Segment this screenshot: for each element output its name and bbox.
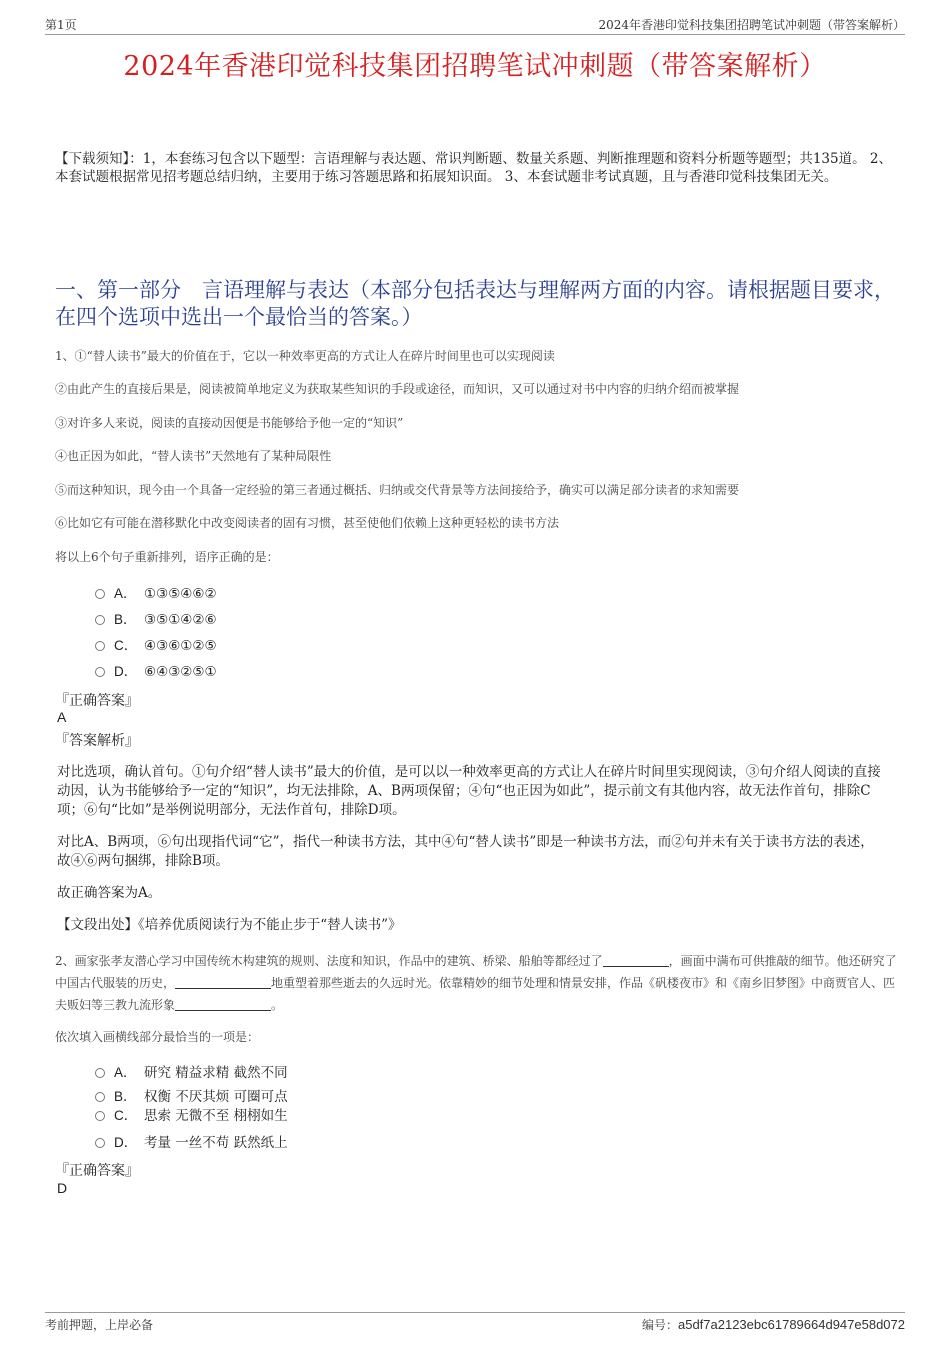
q1-option-b[interactable]: B． ③⑤①④②⑥	[95, 610, 217, 630]
q1-option-d[interactable]: D． ⑥④③②⑤①	[95, 662, 217, 682]
q2-option-d[interactable]: D． 考量 一丝不苟 跃然纸上	[95, 1133, 288, 1153]
q2-option-c[interactable]: C． 思索 无微不至 栩栩如生	[95, 1106, 288, 1126]
q1-answer: A	[57, 709, 67, 725]
q1-option-a[interactable]: A． ①③⑤④⑥②	[95, 584, 217, 604]
q1-prompt: 将以上6个句子重新排列，语序正确的是：	[55, 550, 279, 564]
blank-3	[175, 996, 271, 1011]
page-footer	[45, 1312, 905, 1337]
radio-icon[interactable]	[95, 1068, 105, 1078]
q2-option-a[interactable]: A． 研究 精益求精 截然不同	[95, 1063, 288, 1083]
q1-option-c[interactable]: C． ④③⑥①②⑤	[95, 636, 217, 656]
radio-icon[interactable]	[95, 667, 105, 677]
footer-code: 编号：a5df7a2123ebc61789664d947e58d072	[641, 1317, 905, 1332]
q1-sentence-1: 1、①“替人读书”最大的价值在于，它以一种效率更高的方式让人在碎片时间里也可以实现阅读	[55, 349, 555, 363]
blank-2	[175, 974, 271, 989]
radio-icon[interactable]	[95, 1092, 105, 1102]
q1-analysis-para-1: 对比选项，确认首句。①句介绍“替人读书”最大的价值，是可以以一种效率更高的方式让人在碎片时间里实现阅读，③句介绍人阅读的直接动因，认为书能够给予一定的“知识”，均无法排除，A、B两项保留；④句“也正因为如此”，提示前文有其他内容，故无法作首句，排除C项；⑥句“比如”是举例说明部分，无法作首句，排除D项。	[57, 764, 881, 818]
radio-icon[interactable]	[95, 615, 105, 625]
q1-answer-tag: 『正确答案』	[55, 693, 139, 709]
q1-source: 【文段出处】《培养优质阅读行为不能止步于“替人读书”》	[57, 917, 402, 933]
q1-analysis-para-2: 对比A、B两项，⑥句出现指代词“它”，指代一种读书方法，其中④句“替人读书”即是一种读书方法，而②句并未有关于读书方法的表述，故④⑥两句捆绑，排除B项。	[57, 834, 874, 869]
q1-sentence-6: ⑥比如它有可能在潜移默化中改变阅读者的固有习惯，甚至使他们依赖上这种更轻松的读书方法	[55, 516, 560, 530]
q1-analysis-para-3: 故正确答案为A。	[57, 885, 162, 901]
q2-answer: D	[57, 1180, 68, 1196]
q2-answer-tag: 『正确答案』	[55, 1163, 139, 1179]
page-number: 第1页	[45, 18, 77, 32]
footer-slogan: 考前押题，上岸必备	[45, 1318, 154, 1332]
page-header	[45, 14, 905, 35]
radio-icon[interactable]	[95, 1138, 105, 1148]
blank-1	[603, 952, 669, 967]
radio-icon[interactable]	[95, 1111, 105, 1121]
q1-sentence-4: ④也正因为如此，“替人读书”天然地有了某种局限性	[55, 449, 332, 463]
document-title: 2024年香港印觉科技集团招聘笔试冲刺题（带答案解析）	[123, 51, 827, 82]
section-title: 一、第一部分 言语理解与表达（本部分包括表达与理解两方面的内容。请根据题目要求，在四个选项中选出一个最恰当的答案。）	[55, 278, 895, 329]
q1-analysis-tag: 『答案解析』	[55, 733, 139, 749]
q1-sentence-5: ⑤而这种知识，现今由一个具备一定经验的第三者通过概括、归纳或交代背景等方法间接给予，确实可以满足部分读者的求知需要	[55, 483, 740, 497]
radio-icon[interactable]	[95, 641, 105, 651]
q2-option-b[interactable]: B． 权衡 不厌其烦 可圈可点	[95, 1087, 288, 1107]
q2-stem: 2、画家张孝友潜心学习中国传统木构建筑的规则、法度和知识，作品中的建筑、桥梁、船舶等都经过了 ，画面中满布可供推敲的细节。他还研究了中国古代服装的历史， 地重塑着那些逝去的久远时光。依靠精妙的细节处理和情景安排，作品《矾楼夜市》和《南乡旧梦图》中商贾官人、匹夫贩妇等三教九流形象 。	[55, 954, 897, 1012]
q1-sentence-2: ②由此产生的直接后果是，阅读被简单地定义为获取某些知识的手段或途径，而知识，又可以通过对书中内容的归纳介绍而被掌握	[55, 382, 740, 396]
download-notice: 【下载须知】：1，本套练习包含以下题型：言语理解与表达题、常识判断题、数量关系题、判断推理题和资料分析题等题型；共135道。 2、本套试题根据常见招考题总结归纳，主要用于练习答题思路和拓展知识面。 3、本套试题非考试真题，且与香港印觉科技集团无关。	[55, 151, 892, 185]
q2-prompt: 依次填入画横线部分最恰当的一项是：	[55, 1030, 260, 1044]
header-doc-name: 2024年香港印觉科技集团招聘笔试冲刺题（带答案解析）	[598, 18, 905, 32]
radio-icon[interactable]	[95, 589, 105, 599]
q1-sentence-3: ③对许多人来说，阅读的直接动因便是书能够给予他一定的“知识”	[55, 416, 404, 430]
